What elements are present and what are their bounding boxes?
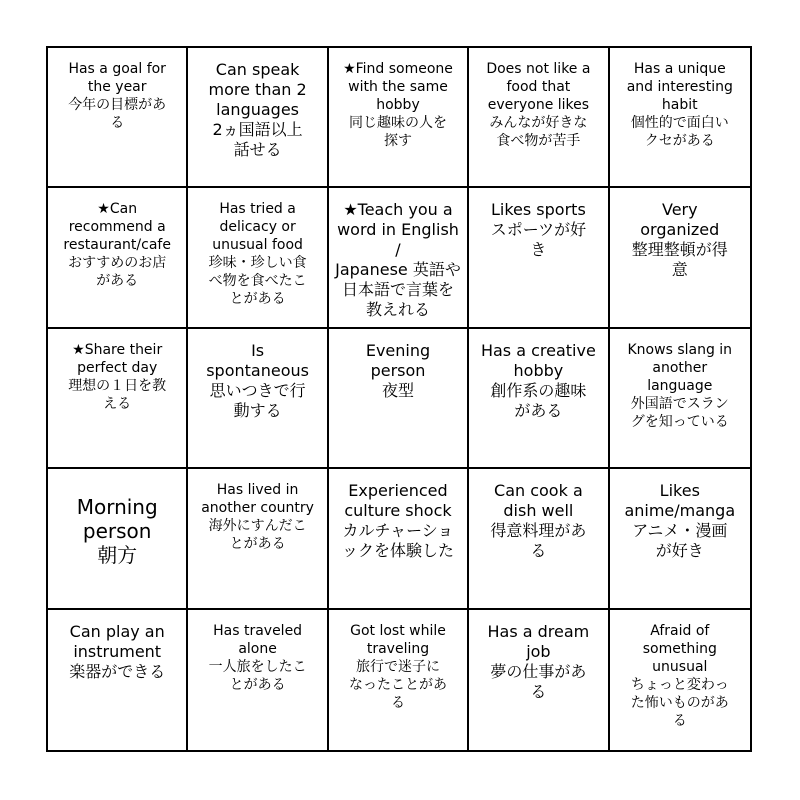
bingo-cell-r2c5[interactable] [610, 188, 750, 328]
bingo-cell-r1c5[interactable] [610, 48, 750, 188]
bingo-cell-r5c4[interactable] [469, 610, 609, 750]
cell-text: Likes anime/manga アニメ・漫画 が好き [624, 481, 736, 561]
cell-text: Is spontaneous 思いつきで行 動する [206, 340, 309, 420]
bingo-cell-r4c4[interactable] [469, 469, 609, 609]
bingo-cell-r4c1[interactable] [48, 469, 188, 609]
bingo-cell-r5c1[interactable] [48, 610, 188, 750]
bingo-cell-r1c4[interactable] [469, 48, 609, 188]
cell-text: Has a unique and interesting habit 個性的で面白い クセがある [626, 61, 733, 149]
bingo-cell-r2c2[interactable] [188, 188, 328, 328]
bingo-cell-r3c3[interactable] [329, 329, 469, 469]
cell-text: Has a dream job 夢の仕事があ る [487, 621, 590, 701]
cell-text: Morning person 朝方 [76, 495, 158, 568]
bingo-cell-r3c5[interactable] [610, 329, 750, 469]
cell-text: Very organized 整理整頓が得 意 [631, 200, 728, 280]
cell-text: ★Find someone with the same hobby 同じ趣味の人を 探す [343, 61, 453, 149]
cell-text: Likes sports スポーツが好 き [490, 200, 587, 260]
cell-text: Knows slang in another language 外国語でスラン グを知っている [627, 341, 733, 430]
cell-text: Has traveled alone 一人旅をしたこ とがある [208, 622, 307, 693]
bingo-cell-r1c3[interactable] [329, 48, 469, 188]
cell-text: Has lived in another country 海外にすんだこ とがある [201, 482, 314, 553]
cell-text: Can play an instrument 楽器ができる [69, 621, 166, 681]
cell-text: Can speak more than 2 languages 2ヵ国語以上 話せる [208, 60, 307, 159]
bingo-cell-r3c1[interactable] [48, 329, 188, 469]
cell-text: Evening person 夜型 [365, 340, 431, 400]
bingo-cell-r5c2[interactable] [188, 610, 328, 750]
bingo-cell-r5c5[interactable] [610, 610, 750, 750]
bingo-card [46, 46, 752, 752]
cell-text: Has tried a delicacy or unusual food 珍味・珍しい食 べ物を食べたこ とがある [208, 201, 307, 308]
cell-text: ★Share their perfect day 理想の１日を教 える [68, 341, 167, 412]
bingo-cell-r1c1[interactable] [48, 48, 188, 188]
bingo-cell-r2c4[interactable] [469, 188, 609, 328]
cell-text: Got lost while traveling 旅行で迷子に なったことがあ る [348, 622, 447, 711]
bingo-cell-r2c3[interactable] [329, 188, 469, 328]
cell-text: Experienced culture shock カルチャーショ ックを体験した [341, 481, 454, 561]
cell-text: ★Teach you a word in English / Japanese 英語や 日本語で言葉を 教えれる [335, 200, 461, 320]
bingo-cell-r3c2[interactable] [188, 329, 328, 469]
cell-text: Afraid of something unusual ちょっと変わっ た怖いものがあ る [630, 622, 729, 729]
cell-text: ★Can recommend a restaurant/cafe おすすめのお店 がある [63, 201, 171, 290]
bingo-cell-r5c3[interactable] [329, 610, 469, 750]
bingo-cell-r4c3[interactable] [329, 469, 469, 609]
cell-text: Has a goal for the year 今年の目標があ る [68, 61, 167, 131]
cell-text: Has a creative hobby 創作系の趣味 がある [480, 340, 596, 420]
cell-text: Does not like a food that everyone likes みんなが好きな 食べ物が苦手 [486, 61, 591, 149]
bingo-cell-r2c1[interactable] [48, 188, 188, 328]
bingo-cell-r1c2[interactable] [188, 48, 328, 188]
bingo-cell-r3c4[interactable] [469, 329, 609, 469]
bingo-cell-r4c2[interactable] [188, 469, 328, 609]
cell-text: Can cook a dish well 得意料理があ る [490, 481, 587, 561]
bingo-cell-r4c5[interactable] [610, 469, 750, 609]
